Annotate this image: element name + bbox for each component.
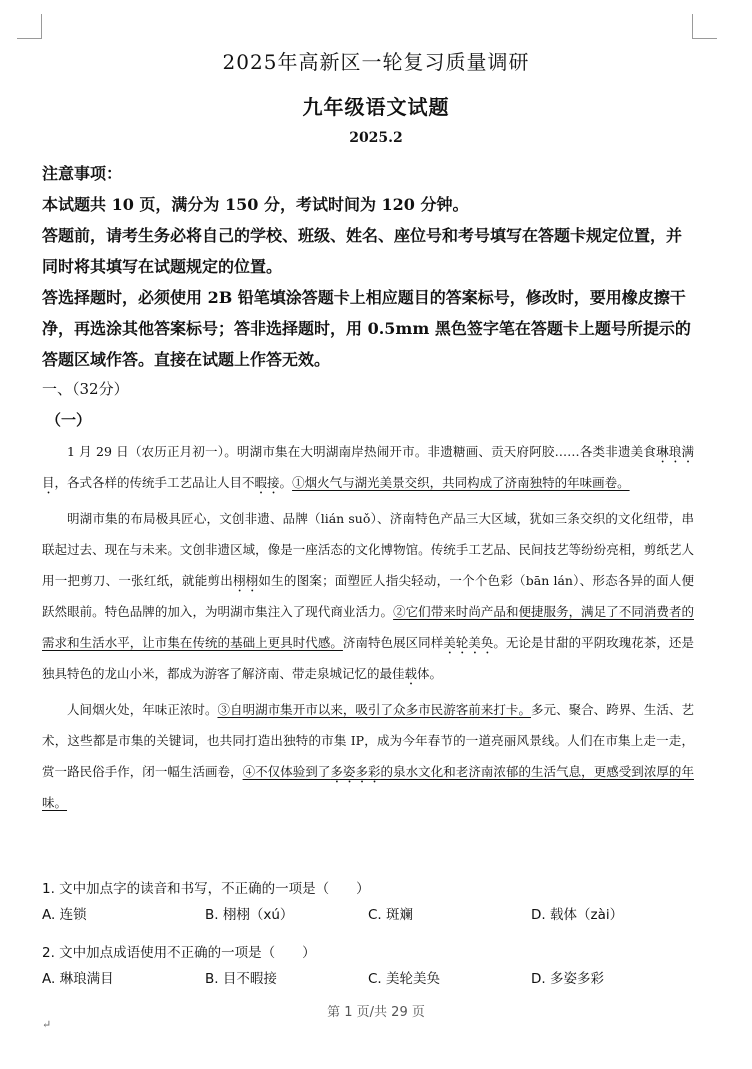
option-b: B. 目不暇接 — [205, 971, 277, 987]
passage-paragraph-2 — [42, 503, 694, 689]
question-options — [42, 902, 694, 928]
notice-item: 答题前，请考生务必将自己的学校、班级、姓名、座位号和考号填写在答题卡规定位置，并同时将其填写在试题规定的位置。 — [42, 226, 683, 276]
exam-date: 2025.2 — [349, 130, 403, 146]
passage-text: 体。 — [417, 666, 443, 681]
notice-item: 答选择题时，必须使用 2B 铅笔填涂答题卡上相应题目的答案标号，修改时，要用橡皮擦干净，再选涂其他答案标号；答非选择题时，用 0.5mm 黑色签字笔在答题卡上题号所提示的答题区域作答。直接在试题上作答无效。 — [42, 288, 691, 369]
passage-text: 济南特色展区同样 — [342, 635, 444, 650]
question-stem: 1. 文中加点字的读音和书写，不正确的一项是（ ） — [42, 881, 370, 897]
question-stem: 2. 文中加点成语使用不正确的一项是（ ） — [42, 945, 316, 961]
question-options — [42, 966, 694, 992]
notice-item: 本试题共 10 页，满分为 150 分，考试时间为 120 分钟。 — [42, 195, 469, 214]
passage-text: ，各式各样的传统手工艺品让人目不 — [54, 475, 255, 490]
dotted-word: 暇接 — [254, 475, 280, 490]
option-d: D. 载体（zài） — [531, 907, 624, 923]
option-c: C. 美轮美奂 — [368, 971, 441, 987]
passage-text: 明湖市集的布局极具匠心，文创非遗、品牌（lián suǒ）、济南特色产品三大区域，犹如三条交织的文化纽带，串联起过去、现在与未来。文创非遗区域，像是一座活态的文化博物馆。传统手工艺品、民间技艺等纷纷亮相，剪纸艺人用一把剪刀、一张红纸，就能剪出 — [42, 511, 694, 588]
passage-text: 人间烟火处，年味正浓时。 — [67, 702, 218, 717]
reading-passage — [42, 436, 694, 823]
dotted-word: 多姿多彩 — [330, 764, 381, 779]
passage-text: 1 月 29 日（农历正月初一）。明湖市集在大明湖南岸热闹开市。非遗糖画、贡天府阿胶……各类非遗美食 — [67, 444, 657, 459]
option-b: B. 栩栩（xú） — [205, 907, 294, 923]
passage-paragraph-1 — [42, 436, 694, 498]
underlined-sentence-4: ④不仅体验到了 — [242, 764, 331, 779]
underlined-sentence-1: ①烟火气与湖光美景交织，共同构成了济南独特的年味画卷。 — [292, 475, 630, 490]
underlined-sentence-2: ②它们带来时尚产品和便捷服务，满足了不同消费者的需求和生活水平，让市集在传统的基础上更具时代感。 — [42, 604, 694, 650]
passage-text: 如生的图案；面塑匠人指尖轻动，一个个色彩（bān lán）、形态各异的面人便跃然眼前。特色品牌的加入，为明湖市集注入了现代商业活力。 — [42, 573, 694, 619]
part-label: 一、（32分） — [42, 380, 129, 398]
questions — [42, 876, 694, 1004]
underlined-sentence-4-end: 的泉水文化和老济南浓郁的生活气息，更感受到浓厚的年味。 — [42, 764, 694, 810]
passage-text: 。 — [279, 475, 293, 490]
passage-text: 多元、聚合、跨界、生活、艺术，这些都是市集的关键词，也共同打造出独特的市集 IP，成为今年春节的一道亮丽风景线。人们在市集上走一走，赏一路民俗手作，闭一幅生活画卷， — [42, 702, 694, 779]
notice-section — [42, 158, 694, 375]
passage-text: 。无论是甘甜的平阴玫瑰花茶，还是独具特色的龙山小米，都成为游客了解济南、带走泉城记忆的最佳 — [42, 635, 694, 681]
option-c: C. 斑斓 — [368, 907, 414, 923]
dotted-word: 栩栩 — [232, 573, 259, 588]
exam-subtitle: 九年级语文试题 — [302, 95, 450, 119]
paragraph-mark-icon: ↵ — [42, 1018, 52, 1031]
option-a: A. 琳琅满目 — [42, 971, 114, 987]
underlined-sentence-3: ③自明湖市集开市以来，吸引了众多市民游客前来打卡。 — [217, 702, 531, 717]
dotted-word: 美轮美奂 — [443, 635, 494, 650]
passage-paragraph-3 — [42, 694, 694, 818]
crop-mark-top-right — [692, 14, 717, 39]
option-d: D. 多姿多彩 — [531, 971, 604, 987]
dotted-word: 琳琅满目 — [42, 444, 694, 490]
exam-title: 2025年高新区一轮复习质量调研 — [222, 50, 530, 74]
notice-heading: 注意事项： — [42, 164, 123, 183]
dotted-word: 载 — [404, 666, 418, 681]
option-a: A. 连锁 — [42, 907, 87, 923]
page-footer: 第 1 页/共 29 页 — [327, 1005, 425, 1020]
sub-part-label: （一） — [46, 411, 92, 429]
crop-mark-top-left — [17, 14, 42, 39]
